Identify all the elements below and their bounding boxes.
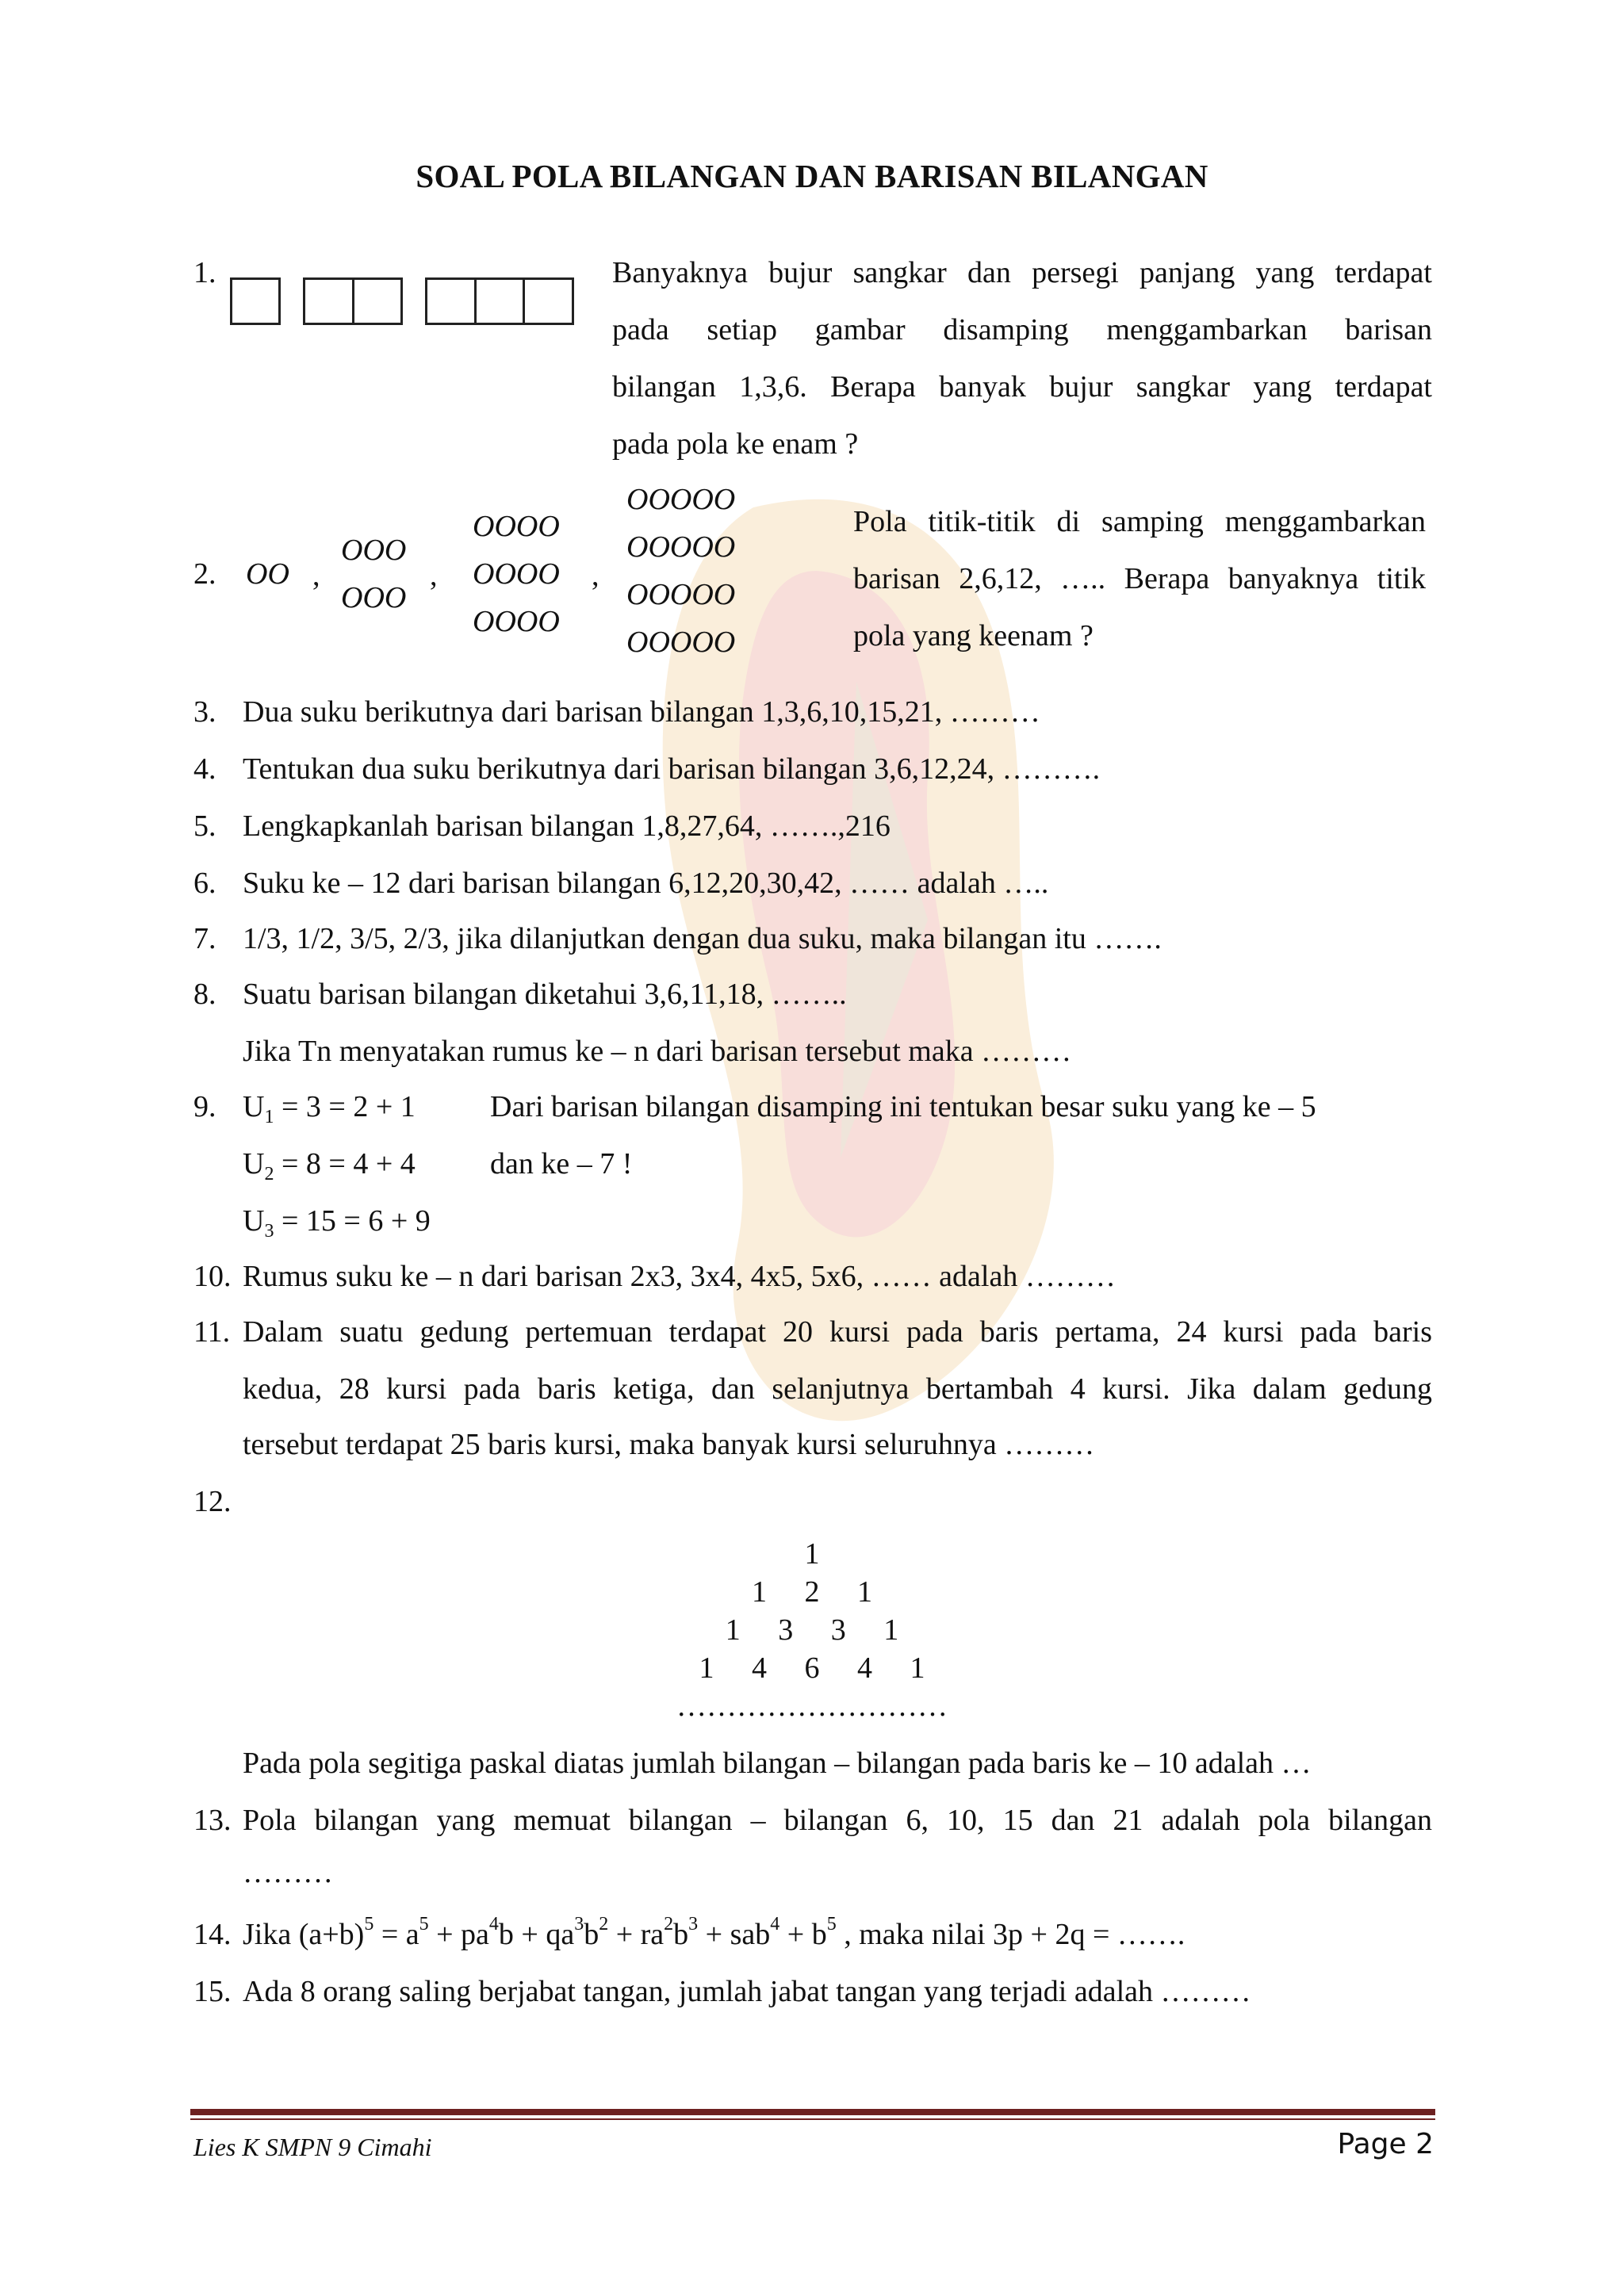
question-number: 14. [193, 1918, 232, 1951]
question-9-text: dan ke – 7 ! [490, 1147, 633, 1181]
question-8-text: Jika Tn menyatakan rumus ke – n dari barisan tersebut maka ……… [243, 1035, 1072, 1068]
pascal-triangle-row: 1 3 3 1 [725, 1613, 899, 1647]
footer-author: Lies K SMPN 9 Cimahi [193, 2133, 432, 2161]
question-11-text: Dalam suatu gedung pertemuan terdapat 20 kursi pada baris pertama, 24 kursi pada baris [243, 1315, 1432, 1349]
question-2-text: barisan 2,6,12, ….. Berapa banyaknya titik [853, 562, 1426, 595]
question-12-text: Pada pola segitiga paskal diatas jumlah bilangan – bilangan pada baris ke – 10 adalah … [243, 1747, 1312, 1780]
question-number: 6. [193, 867, 216, 900]
question-number: 5. [193, 809, 216, 843]
question-number: 9. [193, 1090, 216, 1123]
comma: , [430, 559, 438, 592]
question-7-text: 1/3, 1/2, 3/5, 2/3, jika dilanjutkan dengan dua suku, maka bilangan itu ……. [243, 922, 1162, 955]
question-number: 3. [193, 695, 216, 729]
comma: , [592, 559, 599, 592]
question-number: 4. [193, 752, 216, 786]
square-pattern-1 [230, 277, 281, 325]
dot-pattern-2: OOO OOO [341, 534, 407, 614]
question-14-text: Jika $(a+b)^5 = a^5 + pa^4b + qa^3b^2 + ra^2b^3 + sab^4 + b^5$ , maka nilai 3p + 2q = ……. [243, 1914, 1185, 1951]
question-1-text: bilangan 1,3,6. Berapa banyak bujur sangkar yang terdapat [612, 370, 1432, 404]
square-pattern-3 [425, 277, 574, 325]
sequence-term-u1: $U_1 = 3 = 2 + 1$ [243, 1090, 416, 1127]
question-11-text: tersebut terdapat 25 baris kursi, maka banyak kursi seluruhnya ……… [243, 1428, 1095, 1461]
question-2-text: pola yang keenam ? [853, 619, 1094, 652]
question-9-text: Dari barisan bilangan disamping ini tentukan besar suku yang ke – 5 [490, 1090, 1316, 1123]
question-5-text: Lengkapkanlah barisan bilangan 1,8,27,64, …….,216 [243, 809, 891, 843]
page-number: Page 2 [1337, 2128, 1434, 2160]
question-1-text: pada setiap gambar disamping menggambarkan barisan [612, 313, 1432, 346]
square-pattern-2 [303, 277, 403, 325]
question-number: 1. [193, 256, 216, 289]
question-13-text: ……… [243, 1856, 333, 1889]
question-1-text: Banyaknya bujur sangkar dan persegi panjang yang terdapat [612, 256, 1432, 289]
question-number: 15. [193, 1975, 232, 2008]
question-6-text: Suku ke – 12 dari barisan bilangan 6,12,20,30,42, …… adalah ….. [243, 867, 1049, 900]
footer-rule [190, 2109, 1435, 2115]
question-number: 12. [193, 1485, 232, 1518]
footer-rule [190, 2118, 1435, 2120]
dot-pattern-4: OOOOO OOOOO OOOOO OOOOO [626, 483, 736, 659]
question-8-text: Suatu barisan bilangan diketahui 3,6,11,18, …….. [243, 978, 847, 1011]
question-number: 7. [193, 922, 216, 955]
question-11-text: kedua, 28 kursi pada baris ketiga, dan selanjutnya bertambah 4 kursi. Jika dalam gedung [243, 1372, 1432, 1406]
question-13-text: Pola bilangan yang memuat bilangan – bilangan 6, 10, 15 dan 21 adalah pola bilangan [243, 1804, 1432, 1837]
question-number: 13. [193, 1804, 232, 1837]
dot-pattern-1: OO [246, 557, 289, 591]
question-15-text: Ada 8 orang saling berjabat tangan, jumlah jabat tangan yang terjadi adalah ……… [243, 1975, 1251, 2008]
comma: , [312, 559, 320, 592]
pascal-triangle-row: 1 4 6 4 1 [699, 1651, 925, 1685]
question-3-text: Dua suku berikutnya dari barisan bilangan 1,3,6,10,15,21, ……… [243, 695, 1040, 729]
question-number: 10. [193, 1260, 232, 1293]
pascal-triangle-ellipsis: ……………………… [676, 1689, 948, 1723]
question-4-text: Tentukan dua suku berikutnya dari barisan bilangan 3,6,12,24, ………. [243, 752, 1101, 786]
pascal-triangle-row: 1 2 1 [752, 1575, 872, 1609]
page-title: SOAL POLA BILANGAN DAN BARISAN BILANGAN [416, 158, 1208, 194]
sequence-term-u2: $U_2 = 8 = 4 + 4$ [243, 1147, 416, 1184]
question-number: 11. [193, 1315, 231, 1349]
question-number: 2. [193, 557, 216, 591]
question-2-text: Pola titik-titik di samping menggambarkan [853, 505, 1426, 538]
question-10-text: Rumus suku ke – n dari barisan 2x3, 3x4, 4x5, 5x6, …… adalah ……… [243, 1260, 1116, 1293]
pascal-triangle-row: 1 [804, 1537, 820, 1571]
question-number: 8. [193, 978, 216, 1011]
question-1-text: pada pola ke enam ? [612, 427, 859, 461]
sequence-term-u3: $U_3 = 15 = 6 + 9$ [243, 1204, 431, 1242]
dot-pattern-3: OOOO OOOO OOOO [473, 510, 560, 638]
